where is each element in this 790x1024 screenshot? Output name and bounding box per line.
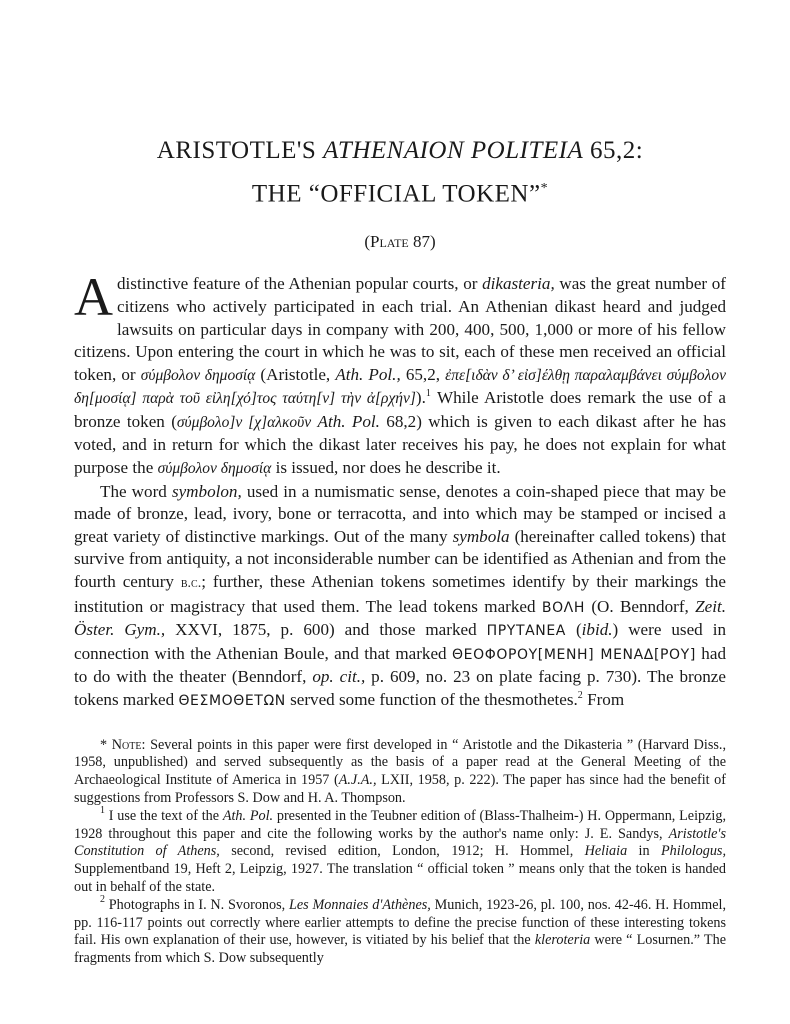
italic-term: kleroteria — [534, 932, 591, 949]
footnote-number: 2 — [100, 893, 105, 905]
title-italic: ATHENAION POLITEIA — [323, 137, 584, 164]
citation-title: Ath. Pol. — [222, 807, 274, 824]
paragraph-1 — [74, 267, 727, 480]
text: p. 609, no. 23 on plate facing p. 730). The bronze tokens marked — [74, 667, 726, 710]
citation-title: A.J.A., — [338, 772, 377, 789]
text: From — [582, 690, 625, 710]
title-line-2 — [74, 170, 726, 213]
text: 68,2) which is given to each dikast after he has voted, and in return for which the dikast later receives his pay, he does not explain for what purpose the — [74, 411, 726, 478]
drop-cap: A — [74, 267, 113, 328]
footnote-ref-2[interactable]: 2 — [577, 690, 583, 702]
text: had to do with the theater (Benndorf, — [74, 643, 726, 687]
text: used in a numismatic sense, denotes a coin-shaped piece that may be made of bronze, lead, ivory, bone or terracotta, and into which may be stamped or incised a great variety of distinctive markings. Out of the many — [74, 481, 726, 546]
citation-title: Ath. Pol., — [335, 364, 401, 384]
text: I use the text of the — [105, 807, 223, 824]
text: distinctive feature of the Athenian popular courts, or — [117, 274, 483, 294]
text: ). — [415, 388, 426, 408]
footnote-1 — [74, 804, 726, 897]
text: 65,2, — [400, 364, 446, 384]
era-abbreviation: b.c. — [180, 576, 202, 592]
italic-term: symbolon, — [171, 481, 242, 501]
plate-open: ( — [364, 232, 370, 252]
text: While Aristotle does remark the use of a bronze token ( — [74, 388, 726, 431]
footnote-2 — [74, 893, 726, 968]
title-subtitle: THE “OFFICIAL TOKEN” — [251, 180, 541, 208]
inscription: ΠΡΥΤΑΝΕΑ — [486, 623, 566, 640]
text: ; further, these Athenian tokens sometimes identify by their markings the institution or magistracy that used them. The lead tokens marked — [74, 572, 727, 616]
inscription: ΘΕΣΜΟΘΕΤΩΝ — [178, 693, 286, 710]
note-label: * Note — [100, 736, 142, 753]
text: in — [627, 843, 661, 860]
title-line-1 — [74, 132, 726, 170]
text: ) were used in connection with the Athenian Boule, and that marked — [74, 620, 726, 663]
citation-title: Les Monnaies d'Athènes, — [288, 896, 431, 913]
text: : Several points in this paper were first developed in “ Aristotle and the Dikasteria ” (Harvard Diss., 1958, unpublished) and served subsequently as the basis of a paper read at the General Meeting of the Archaeological Institute of America in 1957 ( — [74, 736, 726, 789]
footnote-number: 1 — [100, 804, 105, 816]
text: Photographs in I. N. Svoronos, — [105, 896, 289, 913]
inscription: ΘΕΟΦΟΡΟΥ[ΜΕΝΗ] ΜΕΝΑΔ[ΡΟΥ] — [452, 646, 696, 663]
text: Supplementband 19, Heft 2, Leipzig, 1927. The translation “ official token ” means only that the token is handed out in behalf of the state. — [74, 861, 726, 895]
journal-page — [74, 0, 726, 968]
inscription: ΒΟΛΗ — [541, 599, 585, 616]
citation-title: op. cit., — [312, 667, 366, 687]
text: (Aristotle, — [255, 364, 336, 384]
greek-quotation: σύμβολο]ν [χ]αλκοῦν — [176, 413, 312, 431]
citation-title: Heliaia — [584, 843, 628, 860]
italic-term: symbola — [452, 526, 510, 546]
greek-quotation: ἐπε[ιδὰν δ’ εἰσ]έλθῃ παραλαμβάνει σύμβολον δη[μοσίᾳ] παρὰ τοῦ εἰλη[χό]τος ταύτη[ν] τὴν ἀ[ρχήν] — [74, 366, 726, 408]
text: XXVI, 1875, p. 600) and those marked — [165, 620, 487, 640]
text: was the great number of citizens who actively participated in each trial. An Athenian dikast heard and judged lawsuits on particular days in company with 200, 400, 500, 1,000 or more of his fellow citizens. Upon entering the court in which he was to sit, each of these men received an official token, or — [74, 274, 727, 384]
citation-title: Philologus, — [660, 843, 726, 860]
footnote-ref-1[interactable]: 1 — [425, 388, 431, 400]
text: Munich, 1923-26, pl. 100, nos. 42-46. H. Hommel, pp. 116-117 points out correctly where earlier attempts to define the precise function of these interesting tokens fail. His own explanation of their use, however, is vitiated by his belief that the — [74, 896, 726, 949]
text: (O. Benndorf, — [585, 596, 696, 616]
text: (hereinafter called tokens) that survive from antiquity, a not inconsiderable number can be identified as Athenian and from the fourth century — [74, 526, 726, 592]
text: second, revised edition, London, 1912; H. Hommel, — [219, 843, 585, 860]
text: is issued, nor does he describe it. — [271, 458, 501, 478]
title-suffix: 65,2: — [583, 137, 644, 164]
greek-term: σύμβολον δημοσίᾳ — [140, 366, 256, 384]
text: presented in the Teubner edition of (Blass-Thalheim-) H. Oppermann, Leipzig, 1928 throughout this paper and cite the following works by the author's name only: J. E. Sandys, — [74, 807, 726, 842]
article-title — [74, 132, 726, 213]
text: were “ Losurnen.” The fragments from which S. Dow subsequently — [74, 932, 726, 967]
citation-title: Zeit. Öster. Gym., — [74, 596, 726, 640]
plate-word: Plate — [369, 232, 409, 252]
citation-title: Ath. Pol. — [317, 411, 380, 431]
footnote-star — [74, 737, 726, 808]
greek-term: σύμβολον δημοσίᾳ — [157, 460, 272, 478]
plate-reference — [74, 232, 726, 252]
title-prefix: ARISTOTLE'S — [156, 137, 324, 164]
plate-number: 87) — [408, 232, 436, 252]
paragraph-2 — [74, 481, 726, 713]
text: The word — [100, 481, 172, 501]
italic-term: dikasteria, — [482, 274, 555, 294]
citation-title: Aristotle's Constitution of Athens, — [74, 825, 726, 860]
citation-title: ibid. — [581, 620, 613, 640]
text: ( — [565, 620, 582, 640]
text: LXII, 1958, p. 222). The paper has since had the benefit of suggestions from Professors S. Dow and H. A. Thompson. — [74, 772, 727, 806]
title-footnote-mark[interactable]: * — [540, 181, 549, 196]
text: served some function of the thesmothetes. — [285, 690, 578, 710]
article-body — [74, 267, 727, 712]
footnotes — [74, 737, 726, 968]
